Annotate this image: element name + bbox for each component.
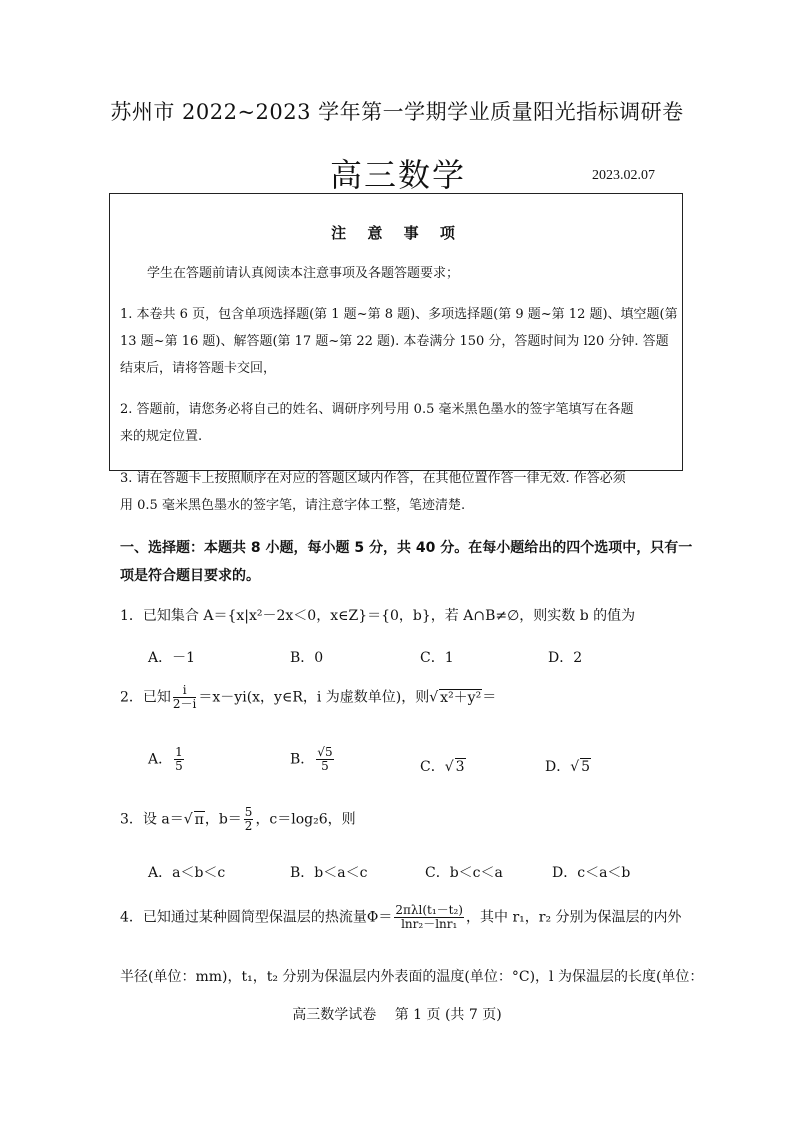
notice-item3-line2: 用 0.5 毫米黑色墨水的签字笔，请注意字体工整，笔迹清楚. xyxy=(120,498,466,513)
q2-frac-den: 2－i xyxy=(172,697,197,712)
q2-prefix: 2．已知 xyxy=(120,689,171,706)
q2-option-d-label: D．√ xyxy=(545,759,580,775)
q3-suffix: ，c＝log₂6，则 xyxy=(255,811,356,828)
section1-heading-line1: 一、选择题：本题共 8 小题，每小题 5 分，共 40 分。在每小题给出的四个选项中，只有一 xyxy=(120,540,693,556)
q2-option-a-num: 1 xyxy=(175,745,183,759)
question-4 xyxy=(120,904,682,931)
q2-option-b-num: √5 xyxy=(317,745,333,759)
q2-option-a-den: 5 xyxy=(175,759,183,774)
q1-option-b: B．0 xyxy=(290,650,324,666)
section1-heading-line2: 项是符合题目要求的。 xyxy=(120,568,260,584)
q4-frac-den: lnr₂－lnr₁ xyxy=(401,917,458,932)
q2-fraction xyxy=(173,684,196,711)
q2-option-a-label: A． xyxy=(148,751,173,768)
q2-option-b xyxy=(290,746,336,773)
notice-intro: 学生在答题前请认真阅读本注意事项及各题答题要求； xyxy=(147,266,460,281)
question-2: 2．已知 $\frac{i}{2-i}$ ＝x－yi(x，y∈R，i 为虚数单位)，则√ x²＋y²＝ xyxy=(120,683,497,712)
notice-item1-line1: 1. 本卷共 6 页，包含单项选择题(第 1 题~第 8 题)、多项选择题(第 9 题~第 12 题)、填空题(第 xyxy=(120,307,678,322)
subject-title: 高三数学 xyxy=(330,156,467,194)
question-1: 1．已知集合 A＝{x|x²－2x＜0，x∈Z}＝{0，b}，若 A∩B≠∅，则实数 b 的值为 xyxy=(120,608,636,624)
q4-prefix: 4．已知通过某种圆筒型保温层的热流量Φ＝ xyxy=(120,909,393,926)
q2-frac-num: i xyxy=(173,684,196,698)
notice-item3-line1: 3. 请在答题卡上按照顺序在对应的答题区域内作答，在其他位置作答一律无效. 作答必须 xyxy=(120,471,626,486)
q2-option-c-label: C．√ xyxy=(420,759,454,775)
notice-item1-line2: 13 题~第 16 题)、解答题(第 17 题~第 22 题). 本卷满分 150 分，答题时间为 l20 分钟. 答题 xyxy=(120,334,669,349)
q2-sqrt-expr: x²＋y² xyxy=(440,689,482,706)
q2-option-c-val: 3 xyxy=(455,759,465,775)
q4-frac-num: 2πλl(t₁－t₂) xyxy=(395,903,463,917)
exam-title: 苏州市 2022~2023 学年第一学期学业质量阳光指标调研卷 xyxy=(110,100,684,124)
notice-item2-line1: 2. 答题前，请您务必将自己的姓名、调研序列号用 0.5 毫米黑色墨水的签字笔填写在各题 xyxy=(120,402,634,417)
q3-b-frac xyxy=(244,806,254,833)
q3-prefix: 3．设 a＝√ xyxy=(120,811,193,828)
q2-option-b-frac xyxy=(316,746,333,773)
q2-option-a xyxy=(148,746,186,773)
q4-fraction xyxy=(394,904,464,931)
q3-option-c: C．b＜c＜a xyxy=(425,865,503,881)
q2-suffix: ＝ xyxy=(482,689,497,706)
q1-option-a: A．－1 xyxy=(148,650,196,666)
notice-item2-line2: 来的规定位置. xyxy=(120,429,203,444)
notice-title: 注 意 事 项 xyxy=(331,224,463,242)
question-4-line2: 半径(单位：mm)，t₁，t₂ 分别为保温层内外表面的温度(单位：°C)，l 为保温层的长度(单位： xyxy=(120,969,704,985)
q3-b-den: 2 xyxy=(244,819,253,834)
q2-option-a-frac xyxy=(174,746,184,773)
q3-mid: ，b＝ xyxy=(204,811,242,828)
q3-pi: π xyxy=(194,811,204,828)
q2-option-b-label: B． xyxy=(290,751,315,768)
notice-item1-line3: 结束后，请将答题卡交回， xyxy=(120,361,277,376)
q3-b-num: 5 xyxy=(244,805,253,819)
q4-suffix: ，其中 r₁，r₂ 分别为保温层的内外 xyxy=(466,909,682,926)
q3-option-a: A．a＜b＜c xyxy=(148,865,226,881)
q2-option-b-den: 5 xyxy=(321,759,329,774)
exam-date: 2023.02.07 xyxy=(592,168,655,183)
q3-option-b: B．b＜a＜c xyxy=(290,865,368,881)
page-footer: 高三数学试卷 第 1 页 (共 7 页) xyxy=(292,1007,502,1023)
q2-option-d xyxy=(545,756,591,776)
q1-option-d: D．2 xyxy=(548,650,583,666)
q2-middle: ＝x－yi(x，y∈R，i 为虚数单位)，则 xyxy=(198,689,430,706)
q2-option-c xyxy=(420,756,466,776)
q1-option-c: C．1 xyxy=(420,650,454,666)
q3-option-d: D．c＜a＜b xyxy=(552,865,631,881)
q2-option-d-val: 5 xyxy=(581,759,591,775)
question-3 xyxy=(120,806,356,833)
